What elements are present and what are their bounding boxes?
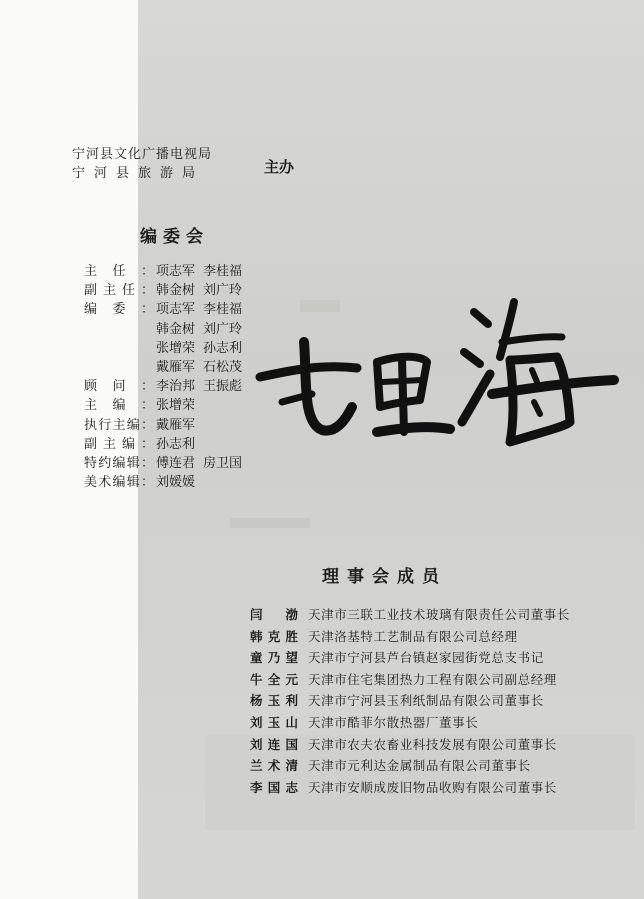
board-member-title: 天津市住宅集团热力工程有限公司副总经理 xyxy=(308,671,557,687)
ghost-mark xyxy=(230,518,310,528)
committee-row xyxy=(84,473,242,492)
board-member-name: 李国志 xyxy=(250,779,298,795)
committee-role xyxy=(84,320,154,339)
committee-member-name: 王振彪 xyxy=(203,379,243,395)
committee-member-name: 房卫国 xyxy=(203,455,243,471)
committee-member-name: 傅连君 xyxy=(156,455,196,471)
committee-names xyxy=(154,339,242,358)
committee-names xyxy=(154,396,195,415)
board-member-row xyxy=(250,669,570,691)
committee-row xyxy=(84,416,242,435)
committee-member-name: 项志军 xyxy=(156,302,196,318)
committee-row xyxy=(84,396,242,415)
board-list xyxy=(250,604,570,798)
committee-member-name: 孙志利 xyxy=(156,436,196,452)
committee-names xyxy=(154,262,242,281)
committee-member-name: 石松茂 xyxy=(203,359,243,375)
board-member-row xyxy=(250,647,570,669)
committee-row xyxy=(84,281,242,300)
committee-member-name: 戴雁军 xyxy=(156,359,196,375)
board-member-row xyxy=(250,755,570,777)
board-member-title: 天津市宁河县玉利纸制品有限公司董事长 xyxy=(308,693,544,709)
committee-names xyxy=(154,300,242,319)
committee-member-name: 张增荣 xyxy=(156,340,196,356)
committee-row xyxy=(84,377,242,396)
committee-member-name: 韩金树 xyxy=(156,321,196,337)
board-member-name: 韩克胜 xyxy=(250,628,298,644)
committee-member-name: 项志军 xyxy=(156,264,196,279)
masthead-calligraphy xyxy=(252,282,622,462)
committee-role xyxy=(84,358,154,377)
committee-member-name: 韩金树 xyxy=(156,283,196,299)
board-member-name: 杨玉利 xyxy=(250,693,298,709)
sponsor-org: 宁河县文化广播电视局 xyxy=(72,147,213,162)
board-member-name: 闫渤 xyxy=(250,607,298,622)
committee-names xyxy=(154,435,195,454)
board-member-row xyxy=(250,734,570,756)
committee-role: 执行主编： xyxy=(84,417,154,433)
board-member-title: 天津市三联工业技术玻璃有限责任公司董事长 xyxy=(308,607,571,622)
committee-names xyxy=(154,377,242,396)
board-member-name: 童乃望 xyxy=(250,650,298,666)
committee-member-name: 李桂福 xyxy=(203,264,243,279)
committee-member-name: 张增荣 xyxy=(156,398,196,414)
committee-names xyxy=(154,281,242,300)
board-member-row xyxy=(250,712,570,734)
board-member-row xyxy=(250,604,570,626)
committee-member-name: 李治邦 xyxy=(156,379,196,395)
committee-member-name: 戴雁军 xyxy=(156,417,196,433)
committee-row xyxy=(84,358,242,377)
committee-role: 主任： xyxy=(84,264,154,279)
committee-title: 编委会 xyxy=(140,227,209,247)
sponsor-block xyxy=(72,145,212,183)
committee-role: 副主编： xyxy=(84,436,154,452)
board-member-title: 天津洛基特工艺制品有限公司总经理 xyxy=(308,628,518,644)
board-member-title: 天津市农夫农畜业科技发展有限公司董事长 xyxy=(308,736,557,752)
committee-role: 顾问： xyxy=(84,379,154,395)
committee-role: 编委： xyxy=(84,302,154,318)
committee-row xyxy=(84,435,242,454)
committee-names xyxy=(154,320,242,339)
board-member-title: 天津市宁河县芦台镇赵家园街党总支书记 xyxy=(308,650,544,666)
board-member-name: 兰术清 xyxy=(250,758,298,774)
committee-member-name: 刘广玲 xyxy=(203,321,243,337)
board-member-title: 天津市元利达金属制品有限公司董事长 xyxy=(308,758,531,774)
board-member-row xyxy=(250,777,570,799)
committee-row xyxy=(84,454,242,473)
committee-row xyxy=(84,339,242,358)
committee-role: 主编： xyxy=(84,398,154,414)
committee-names xyxy=(154,416,195,435)
committee-row xyxy=(84,300,242,319)
board-title: 理事会成员 xyxy=(322,567,447,587)
committee-member-name: 孙志利 xyxy=(203,340,243,356)
committee-row xyxy=(84,320,242,339)
board-member-row xyxy=(250,626,570,648)
board-member-title: 天津市酷菲尔散热器厂董事长 xyxy=(308,714,479,730)
board-member-row xyxy=(250,690,570,712)
board-member-name: 刘玉山 xyxy=(250,714,298,730)
board-member-title: 天津市安顺成废旧物品收购有限公司董事长 xyxy=(308,779,557,795)
sponsor-org: 宁河县旅游局 xyxy=(72,166,205,181)
committee-role xyxy=(84,339,154,358)
committee-names xyxy=(154,358,242,377)
committee-row xyxy=(84,262,242,281)
committee-role: 副主任： xyxy=(84,283,154,299)
committee-member-name: 刘广玲 xyxy=(203,283,243,299)
committee-names xyxy=(154,454,242,473)
board-member-name: 刘连国 xyxy=(250,736,298,752)
committee-member-name: 李桂福 xyxy=(203,302,243,318)
committee-names xyxy=(154,473,195,492)
committee-role: 特约编辑： xyxy=(84,455,154,471)
committee-list xyxy=(84,262,242,492)
committee-member-name: 刘媛媛 xyxy=(156,475,196,491)
committee-role: 美术编辑： xyxy=(84,475,154,491)
sponsor-role: 主办 xyxy=(264,158,295,176)
board-member-name: 牛全元 xyxy=(250,671,298,687)
